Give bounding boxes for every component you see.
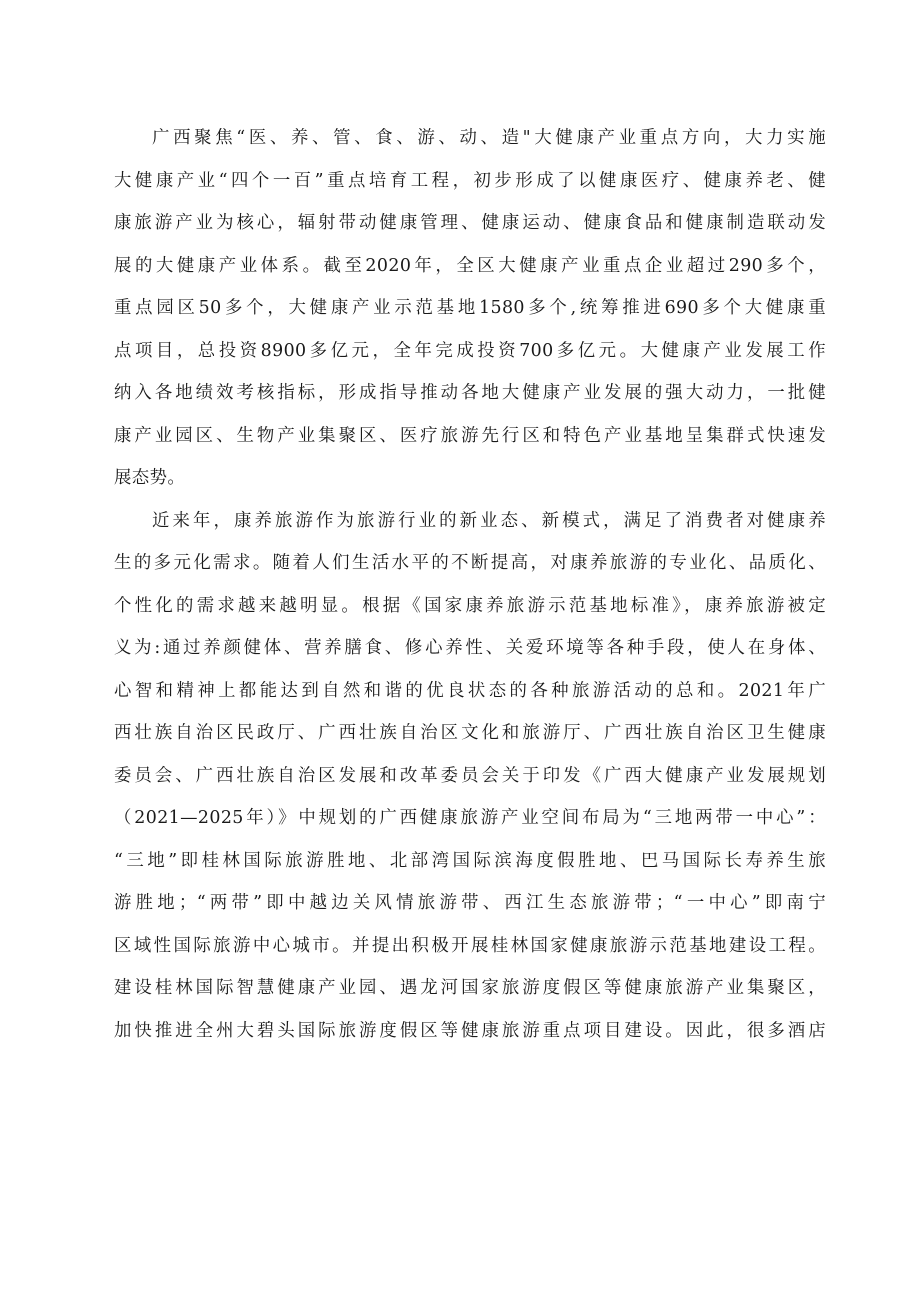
text-line: 西壮族自治区民政厅、广西壮族自治区文化和旅游厅、广西壮族自治区卫生健康 xyxy=(114,723,826,743)
text-line: 重点园区50多个，大健康产业示范基地1580多个,统筹推进690多个大健康重 xyxy=(114,298,826,318)
text-line: 游胜地；“两带”即中越边关风情旅游带、西江生态旅游带；“一中心”即南宁 xyxy=(114,893,826,913)
paragraph-wellness-tourism xyxy=(114,500,826,1053)
text-line: 近来年，康养旅游作为旅游行业的新业态、新模式，满足了消费者对健康养 xyxy=(152,510,826,531)
text-line: （2021—2025年）》中规划的广西健康旅游产业空间布局为“三地两带一中心”： xyxy=(114,808,826,828)
paragraph-health-industry xyxy=(114,117,826,500)
text-line: 展态势。 xyxy=(114,468,186,488)
text-line: “三地”即桂林国际旅游胜地、北部湾国际滨海度假胜地、巴马国际长寿养生旅 xyxy=(114,850,826,871)
text-line: 广西聚焦“医、养、管、食、游、动、造"大健康产业重点方向，大力实施 xyxy=(152,128,826,148)
text-line: 点项目，总投资8900多亿元，全年完成投资700多亿元。大健康产业发展工作 xyxy=(114,340,826,361)
text-line: 康旅游产业为核心，辐射带动健康管理、健康运动、健康食品和健康制造联动发 xyxy=(114,213,826,233)
text-line: 大健康产业“四个一百”重点培育工程，初步形成了以健康医疗、健康养老、健 xyxy=(114,170,826,191)
text-line: 个性化的需求越来越明显。根据《国家康养旅游示范基地标准》，康养旅游被定 xyxy=(114,595,826,616)
text-line: 建设桂林国际智慧健康产业园、遇龙河国家旅游度假区等健康旅游产业集聚区， xyxy=(114,978,826,998)
text-line: 展的大健康产业体系。截至2020年，全区大健康产业重点企业超过290多个， xyxy=(114,255,826,276)
text-line: 生的多元化需求。随着人们生活水平的不断提高，对康养旅游的专业化、品质化、 xyxy=(114,553,826,573)
text-line: 心智和精神上都能达到自然和谐的优良状态的各种旅游活动的总和。2021年广 xyxy=(114,680,826,701)
text-line: 义为:通过养颜健体、营养膳食、修心养性、关爱环境等各种手段，使人在身体、 xyxy=(114,638,826,658)
document-body xyxy=(114,117,826,1052)
text-line: 区域性国际旅游中心城市。并提出积极开展桂林国家健康旅游示范基地建设工程。 xyxy=(114,935,826,956)
text-line: 委员会、广西壮族自治区发展和改革委员会关于印发《广西大健康产业发展规划 xyxy=(114,765,826,786)
text-line: 康产业园区、生物产业集聚区、医疗旅游先行区和特色产业基地呈集群式快速发 xyxy=(114,425,826,446)
text-line: 纳入各地绩效考核指标，形成指导推动各地大健康产业发展的强大动力，一批健 xyxy=(114,383,826,403)
text-line: 加快推进全州大碧头国际旅游度假区等健康旅游重点项目建设。因此，很多酒店 xyxy=(114,1020,826,1041)
